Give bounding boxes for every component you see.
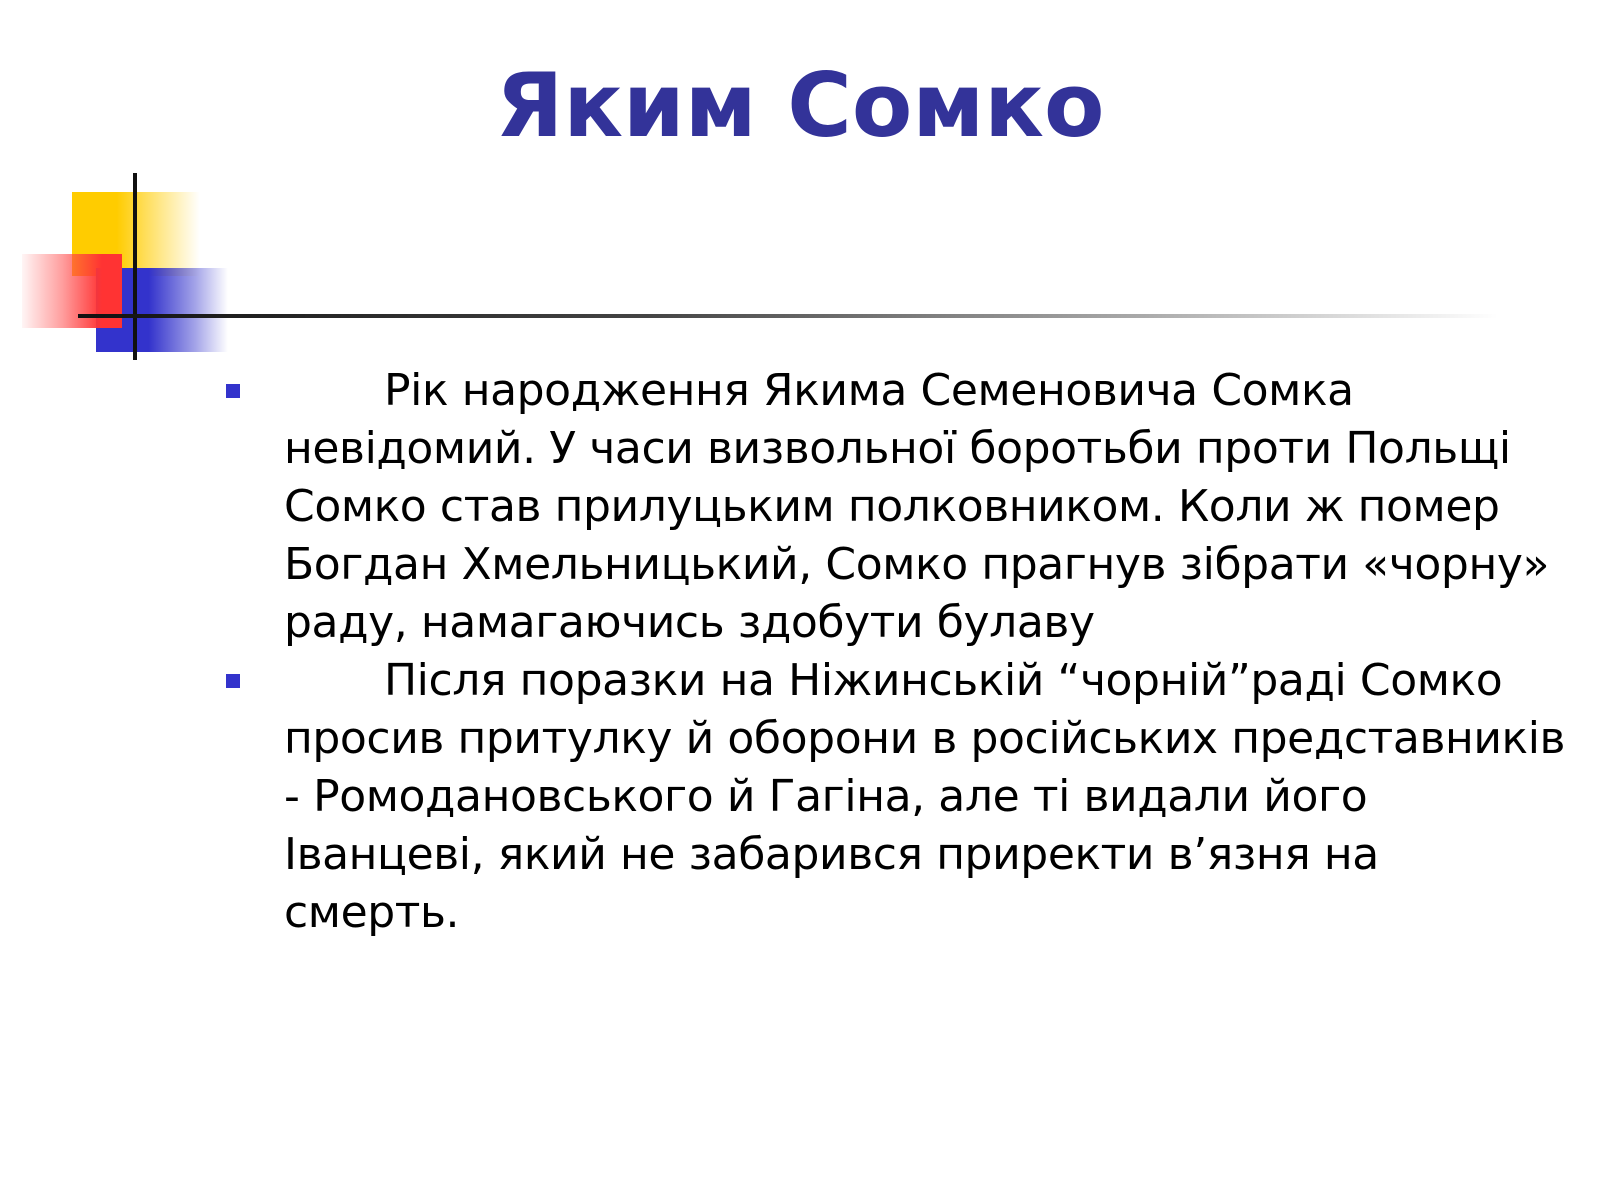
slide-title: Яким Сомко bbox=[495, 54, 1105, 157]
bullet-text: Рік народження Якима Семеновича Сомка невідомий. У часи визвольної боротьби проти Польщі Сомко став прилуцьким полковником. Коли ж помер Богдан Хмельницький, Сомко прагнув зібрати «чорну» раду, намагаючись здобути булаву bbox=[284, 365, 1549, 648]
bullet-square-icon bbox=[226, 674, 240, 688]
decoration-vertical-line bbox=[133, 173, 137, 360]
decoration-horizontal-line bbox=[78, 314, 1498, 318]
bullet-item bbox=[226, 362, 1566, 652]
bullet-list bbox=[226, 362, 1566, 942]
bullet-item bbox=[226, 652, 1566, 942]
bullet-square-icon bbox=[226, 384, 240, 398]
bullet-text: Після поразки на Ніжинській “чорній”раді Сомко просив притулку й оборони в російських представників - Ромодановського й Гагіна, але ті видали його Іванцеві, який не забарився приректи в’язня на смерть. bbox=[284, 655, 1566, 938]
